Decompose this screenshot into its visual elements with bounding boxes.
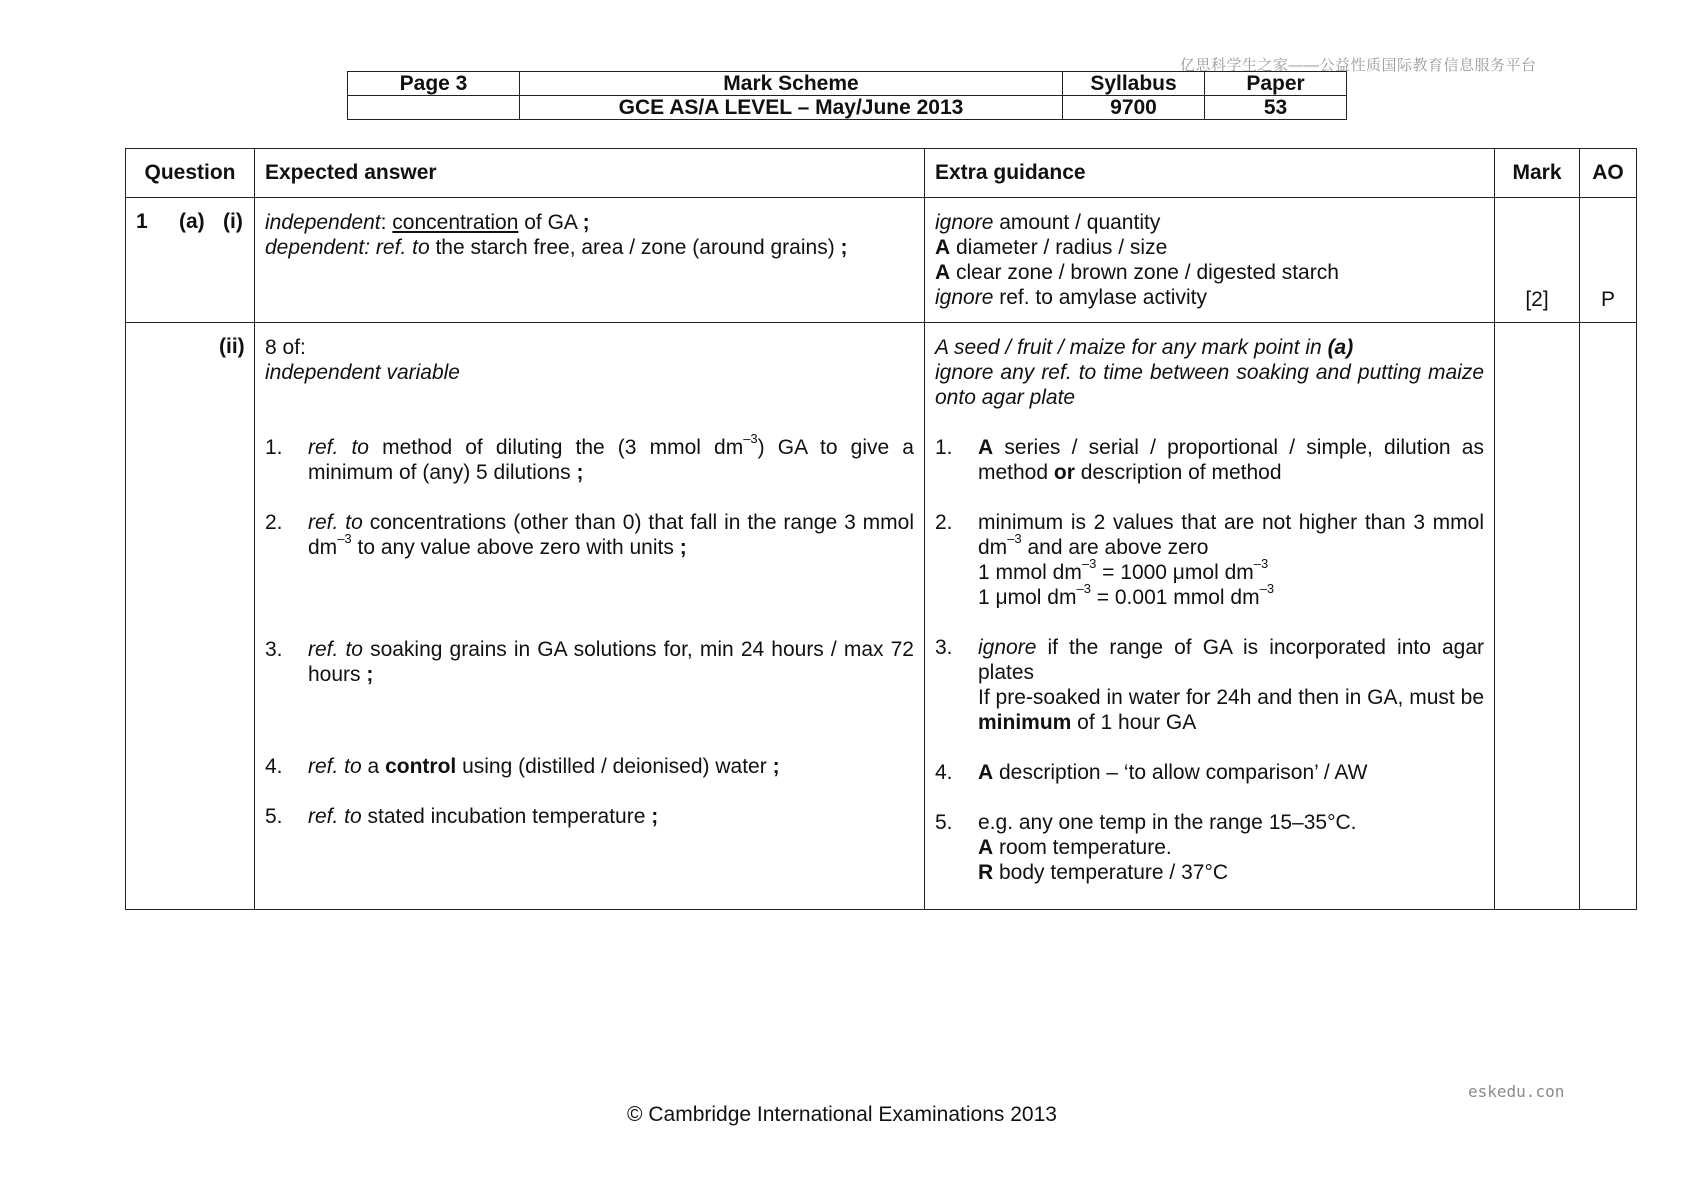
col-extra-guidance: Extra guidance: [925, 149, 1495, 198]
guidance-cell: [925, 198, 1495, 323]
guidance-item: 4. A description – ‘to allow comparison’ / AW: [935, 761, 1368, 784]
mark-cell: [1495, 323, 1580, 910]
ao-cell: [1580, 323, 1637, 910]
watermark-bottom: eskedu.con: [1468, 1082, 1565, 1101]
guidance-cell: [925, 323, 1495, 910]
exam-title: GCE AS/A LEVEL – May/June 2013: [520, 96, 1063, 120]
guidance-intro: ignore any ref. to time between soaking and putting maize onto agar plate: [935, 361, 1484, 409]
header-table: [347, 71, 1347, 120]
col-ao: AO: [1580, 149, 1637, 198]
page-empty-cell: [348, 96, 520, 120]
question-number-cell: [126, 323, 255, 910]
answer-subheading: independent variable: [265, 361, 460, 384]
guidance-item: 5. e.g. any one temp in the range 15–35°C. A room temperature. R body temperature / 37°C: [935, 811, 1357, 884]
col-mark: Mark: [1495, 149, 1580, 198]
watermark-top: 亿思科学生之家——公益性质国际教育信息服务平台: [1180, 57, 1537, 74]
question-subpart: (ii): [219, 335, 245, 358]
guidance-item: 3. ignore if the range of GA is incorporated into agar plates If pre-soaked in water for 24h and then in GA, must be minimum of 1 hour GA: [935, 636, 1484, 734]
guidance-line: ignore ref. to amylase activity: [935, 286, 1207, 309]
mark-scheme-label: Mark Scheme: [520, 72, 1063, 96]
question-part: (a): [179, 210, 205, 233]
question-subpart: (i): [223, 210, 243, 233]
table-header-row: [126, 149, 1637, 198]
expected-answer-cell: [255, 323, 925, 910]
syllabus-label: Syllabus: [1063, 72, 1205, 96]
answer-intro: 8 of:: [265, 336, 306, 359]
expected-answer-cell: [255, 198, 925, 323]
guidance-line: ignore amount / quantity: [935, 211, 1161, 234]
page-label: Page 3: [348, 72, 520, 96]
mark-scheme-table: [125, 148, 1637, 910]
answer-line: dependent: ref. to the starch free, area / zone (around grains) ;: [265, 236, 848, 259]
answer-item: 5. ref. to stated incubation temperature ;: [265, 805, 659, 828]
answer-item: 1. ref. to method of diluting the (3 mmol $dm^{-3}$) GA to give a minimum of (any) 5 dilutions ;: [265, 431, 914, 484]
answer-line: independent: concentration of GA ;: [265, 211, 590, 234]
guidance-item: 2. minimum is 2 values that are not higher than 3 mmol $dm^{-3}$ and are above zero 1 mmol $dm^{-3} = 1000$ μmol $dm^{-3}$ 1 μmol $dm^{-3} = 0.001$ mmol $dm^{-3}$: [935, 511, 1484, 609]
guidance-line: A diameter / radius / size: [935, 236, 1168, 259]
copyright-footer: © Cambridge International Examinations 2013: [627, 1103, 1057, 1126]
answer-item: 4. ref. to a control using (distilled / deionised) water ;: [265, 755, 780, 778]
answer-item: 3. ref. to soaking grains in GA solutions for, min 24 hours / max 72 hours ;: [265, 638, 914, 686]
col-question: Question: [126, 149, 255, 198]
table-row: [126, 198, 1637, 323]
col-expected-answer: Expected answer: [255, 149, 925, 198]
table-row: [126, 323, 1637, 910]
question-number: 1: [136, 210, 148, 233]
question-number-cell: [126, 198, 255, 323]
ao-cell: P: [1580, 198, 1637, 323]
syllabus-code: 9700: [1063, 96, 1205, 120]
paper-label: Paper: [1205, 72, 1347, 96]
paper-number: 53: [1205, 96, 1347, 120]
answer-item: 2. ref. to concentrations (other than 0) that fall in the range 3 mmol $dm^{-3}$ to any value above zero with units ;: [265, 511, 914, 559]
guidance-item: 1. A series / serial / proportional / simple, dilution as method or description of method: [935, 436, 1484, 484]
mark-cell: [2]: [1495, 198, 1580, 323]
guidance-intro: A seed / fruit / maize for any mark point in (a): [935, 336, 1354, 359]
guidance-line: A clear zone / brown zone / digested starch: [935, 261, 1339, 284]
